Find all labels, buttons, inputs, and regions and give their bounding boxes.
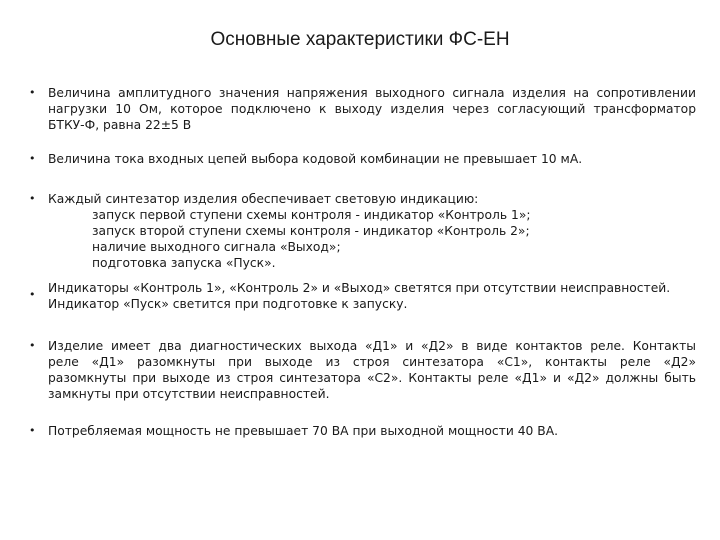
item-line: замкнуты при отсутствии неисправностей. <box>48 387 330 401</box>
item-line: реле «Д1» разомкнуты при выходе из строя синтезатора «С1», контакты реле «Д2» <box>48 355 696 369</box>
item-line: Потребляемая мощность не превышает 70 ВА при выходной мощности 40 ВА. <box>48 424 559 438</box>
slide-title: Основные характеристики ФС-ЕН <box>210 29 510 50</box>
item-subline: наличие выходного сигнала «Выход»; <box>92 240 341 254</box>
item-line: Величина тока входных цепей выбора кодовой комбинации не превышает 10 мА. <box>48 152 583 166</box>
item-line: разомкнуты при выходе из строя синтезатора «С2». Контакты реле «Д1» и «Д2» должны быть <box>48 371 696 385</box>
item-line: БТКУ-Ф, равна 22±5 В <box>48 118 192 132</box>
item-line: нагрузки 10 Ом, которое подключено к выходу изделия через согласующий трансформатор <box>48 102 696 116</box>
list-item <box>48 423 696 439</box>
item-line: Индикаторы «Контроль 1», «Контроль 2» и «Выход» светятся при отсутствии неисправностей. <box>48 281 671 295</box>
list-item <box>48 280 696 312</box>
bullet-marker: • <box>29 288 36 301</box>
list-item <box>48 338 696 402</box>
item-line: Каждый синтезатор изделия обеспечивает световую индикацию: <box>48 192 479 206</box>
item-subline: подготовка запуска «Пуск». <box>92 256 276 270</box>
list-item <box>48 151 696 167</box>
item-line: Индикатор «Пуск» светится при подготовке к запуску. <box>48 297 408 311</box>
bullet-marker: • <box>29 152 36 165</box>
item-line: Величина амплитудного значения напряжения выходного сигнала изделия на сопротивлении <box>48 86 696 100</box>
bullet-marker: • <box>29 192 36 205</box>
list-item <box>48 85 696 133</box>
bullet-marker: • <box>29 339 36 352</box>
item-subline: запуск второй ступени схемы контроля - индикатор «Контроль 2»; <box>92 224 530 238</box>
item-line: Изделие имеет два диагностических выхода «Д1» и «Д2» в виде контактов реле. Контакты <box>48 339 696 353</box>
item-subline: запуск первой ступени схемы контроля - индикатор «Контроль 1»; <box>92 208 531 222</box>
bullet-marker: • <box>29 86 36 99</box>
list-item <box>48 191 696 271</box>
bullet-marker: • <box>29 424 36 437</box>
